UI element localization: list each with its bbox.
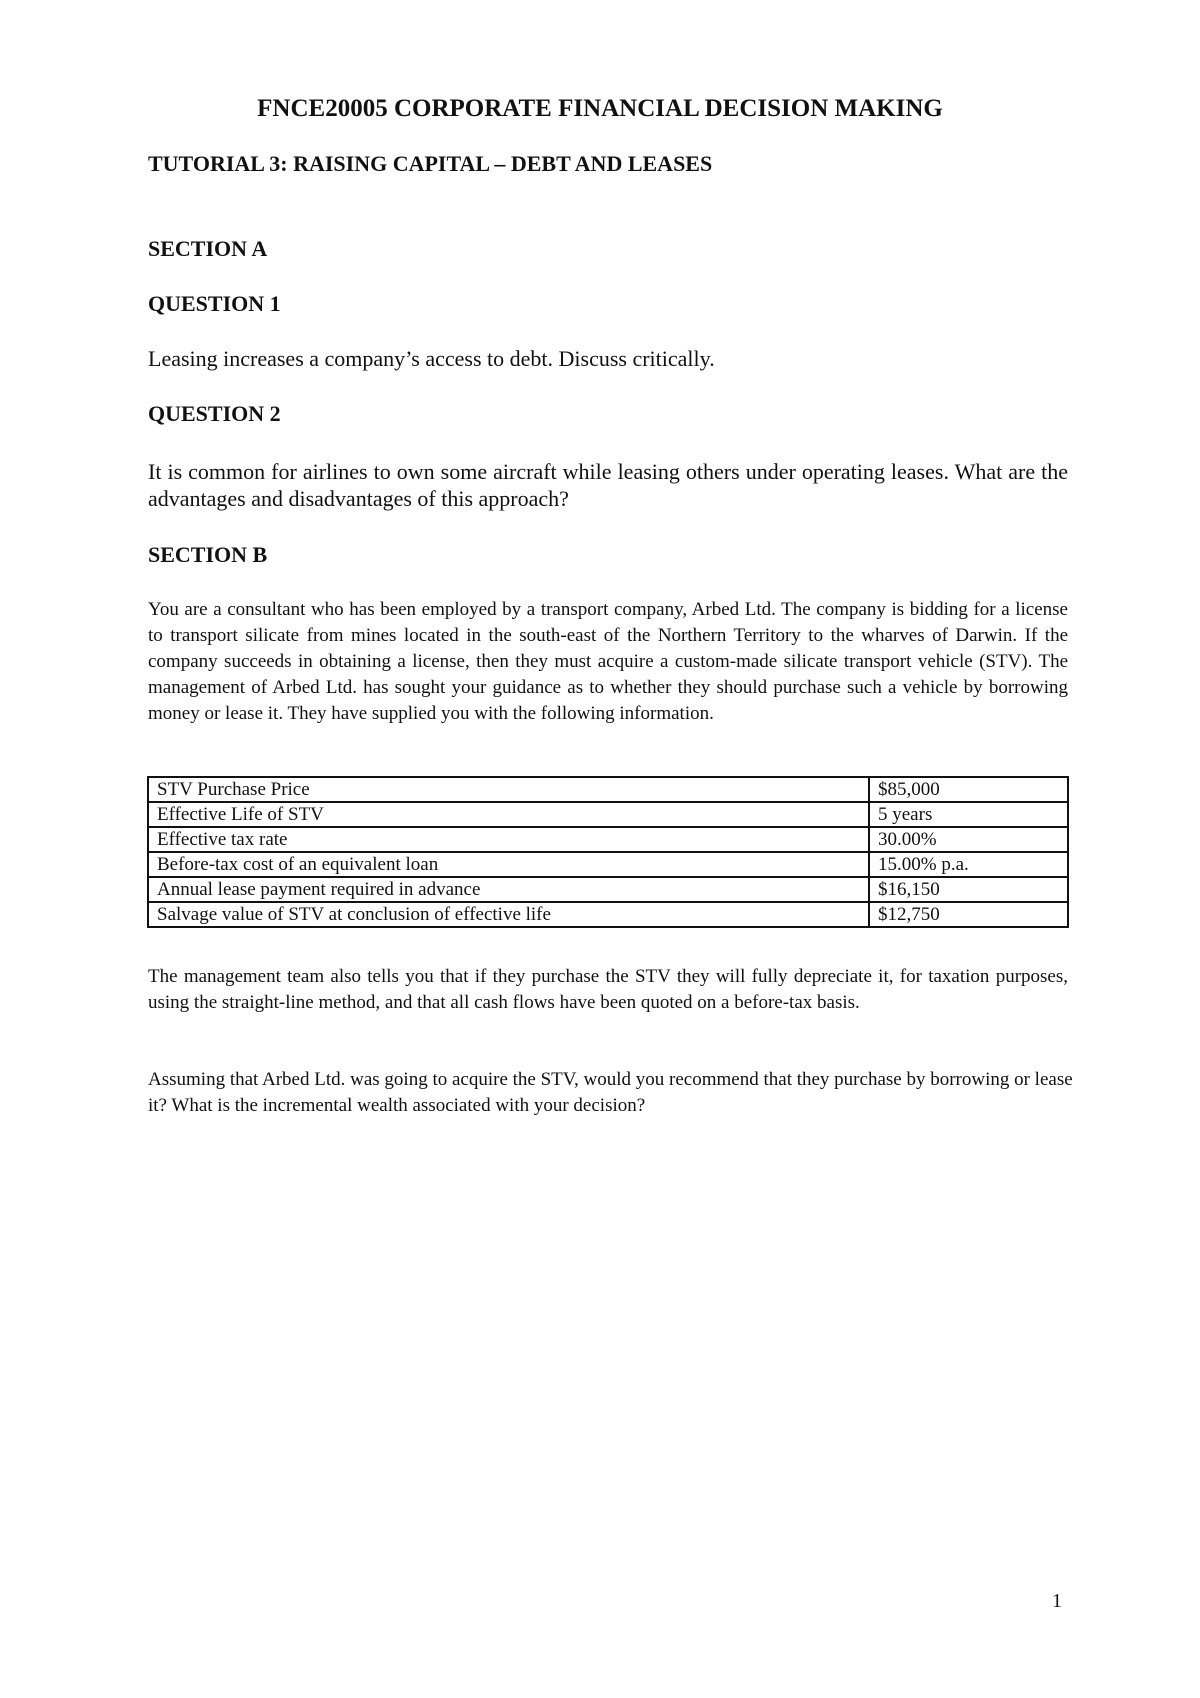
- document-title: FNCE20005 CORPORATE FINANCIAL DECISION MAKING: [257, 95, 943, 122]
- table-cell-label: Before-tax cost of an equivalent loan: [148, 852, 869, 877]
- question-2-heading: QUESTION 2: [148, 401, 281, 426]
- question-1-text: Leasing increases a company’s access to debt. Discuss critically.: [148, 346, 715, 371]
- table-row: [148, 852, 1068, 877]
- section-b-heading: SECTION B: [148, 542, 268, 567]
- table-cell-value: $85,000: [869, 777, 1068, 802]
- table-cell-label: Salvage value of STV at conclusion of effective life: [148, 902, 869, 927]
- table-row: [148, 877, 1068, 902]
- table-cell-value: 30.00%: [869, 827, 1068, 852]
- table-cell-label: Annual lease payment required in advance: [148, 877, 869, 902]
- table-cell-label: Effective tax rate: [148, 827, 869, 852]
- section-a-heading: SECTION A: [148, 236, 268, 261]
- page-number: 1: [1052, 1590, 1062, 1612]
- stv-information-table: [147, 776, 1069, 928]
- question-1-heading: QUESTION 1: [148, 291, 281, 316]
- tutorial-subtitle: TUTORIAL 3: RAISING CAPITAL – DEBT AND LEASES: [148, 151, 713, 176]
- section-b-question: Assuming that Arbed Ltd. was going to acquire the STV, would you recommend that they purchase by borrowing or lease it? What is the incremental wealth associated with your decision?: [148, 1069, 1073, 1116]
- table-row: [148, 802, 1068, 827]
- question-2-text: It is common for airlines to own some aircraft while leasing others under operating leases. What are the advantages and disadvantages of this approach?: [148, 459, 1068, 511]
- table-cell-value: 15.00% p.a.: [869, 852, 1068, 877]
- table-row: [148, 827, 1068, 852]
- table-cell-label: Effective Life of STV: [148, 802, 869, 827]
- section-b-intro: You are a consultant who has been employed by a transport company, Arbed Ltd. The company is bidding for a license to transport silicate from mines located in the south-east of the Northern Territory to the wharves of Darwin. If the company succeeds in obtaining a license, then they must acquire a custom-made silicate transport vehicle (STV). The management of Arbed Ltd. has sought your guidance as to whether they should purchase such a vehicle by borrowing money or lease it. They have supplied you with the following information.: [148, 599, 1068, 724]
- depreciation-note: The management team also tells you that if they purchase the STV they will fully depreciate it, for taxation purposes, using the straight-line method, and that all cash flows have been quoted on a before-tax basis.: [148, 966, 1068, 1013]
- table-cell-value: $16,150: [869, 877, 1068, 902]
- table-cell-value: $12,750: [869, 902, 1068, 927]
- table-row: [148, 777, 1068, 802]
- table-cell-value: 5 years: [869, 802, 1068, 827]
- table-row: [148, 902, 1068, 927]
- table-cell-label: STV Purchase Price: [148, 777, 869, 802]
- stv-information-table-body: [148, 777, 1068, 927]
